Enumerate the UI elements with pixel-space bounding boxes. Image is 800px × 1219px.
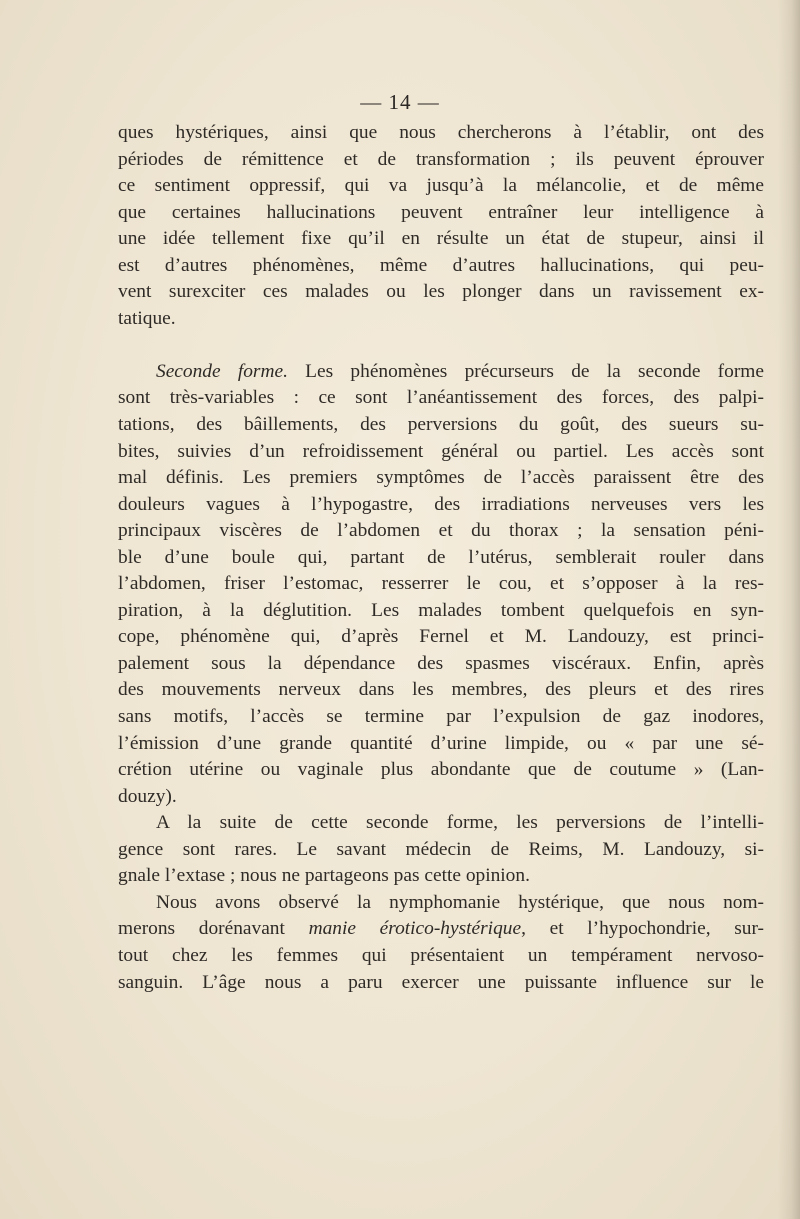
text-line [118,916,764,943]
text-line: douzy). [118,785,177,807]
text-line: mal définis. Les premiers symptômes de l’accès paraissent être des [118,467,764,489]
text-line: sont très-variables : ce sont l’anéantissement des forces, des palpi- [118,387,764,409]
text-line: palement sous la dépendance des spasmes viscéraux. Enfin, après [118,652,764,674]
text-line: une idée tellement fixe qu’il en résulte un état de stupeur, ainsi il [118,228,764,250]
text-line: tatique. [118,307,176,329]
italic-term: manie érotico-hystérique [308,918,522,940]
paragraph-4 [118,890,764,996]
text-line: ble d’une boule qui, partant de l’utérus, semblerait rouler dans [118,546,764,568]
text-line: que certaines hallucinations peuvent entraîner leur intelligence à [118,201,764,223]
text-line: Nous avons observé la nymphomanie hystérique, que nous nom- [156,891,764,913]
text-line: ce sentiment oppressif, qui va jusqu’à la mélancolie, et de même [118,175,764,197]
text-line [118,359,764,386]
text-fragment: , et l’hypochondrie, sur- [521,918,765,940]
text-line: est d’autres phénomènes, même d’autres hallucinations, qui peu- [118,254,764,276]
text-line: gnale l’extase ; nous ne partageons pas cette opinion. [118,865,530,887]
text-line: principaux viscères de l’abdomen et du thorax ; la sensation péni- [118,520,764,542]
text-line: périodes de rémittence et de transformation ; ils peuvent éprouver [118,148,764,170]
paragraph-2 [118,359,764,810]
paragraph-3 [118,810,764,890]
section-heading: Seconde forme. [156,360,288,382]
text-line: sanguin. L’âge nous a paru exercer une puissante influence sur le [118,971,764,993]
text-line: bites, suivies d’un refroidissement général ou partiel. Les accès sont [118,440,764,462]
text-line: tout chez les femmes qui présentaient un tempérament nervoso- [118,944,764,966]
paragraph-1 [118,120,764,332]
text-line: ques hystériques, ainsi que nous chercherons à l’établir, ont des [118,122,764,143]
text-line: des mouvements nerveux dans les membres, des pleurs et des rires [118,679,764,701]
page-edge-shadow [778,0,800,1219]
text-line: sans motifs, l’accès se termine par l’expulsion de gaz inodores, [118,706,764,728]
text-fragment: merons dorénavant [118,918,309,940]
body-text [118,120,764,996]
text-line: A la suite de cette seconde forme, les perversions de l’intelli- [156,812,764,834]
text-line: tations, des bâillements, des perversions du goût, des sueurs su- [118,414,764,436]
paragraph-gap [118,332,764,359]
text-line: l’abdomen, friser l’estomac, resserrer le cou, et s’opposer à la res- [118,573,764,595]
page-number: — 14 — [360,90,440,114]
text-line: crétion utérine ou vaginale plus abondante que de coutume » (Lan- [118,759,764,781]
text-line: piration, à la déglutition. Les malades tombent quelquefois en syn- [118,599,764,621]
text-line: douleurs vagues à l’hypogastre, des irradiations nerveuses vers les [118,493,764,515]
text-line: l’émission d’une grande quantité d’urine limpide, ou « par une sé- [118,732,764,754]
text-line: vent surexciter ces malades ou les plonger dans un ravissement ex- [118,281,764,303]
text-fragment: Les phénomènes précurseurs de la seconde forme [287,360,764,382]
text-line: cope, phénomène qui, d’après Fernel et M. Landouzy, est princi- [118,626,764,648]
text-line: gence sont rares. Le savant médecin de Reims, M. Landouzy, si- [118,838,764,860]
